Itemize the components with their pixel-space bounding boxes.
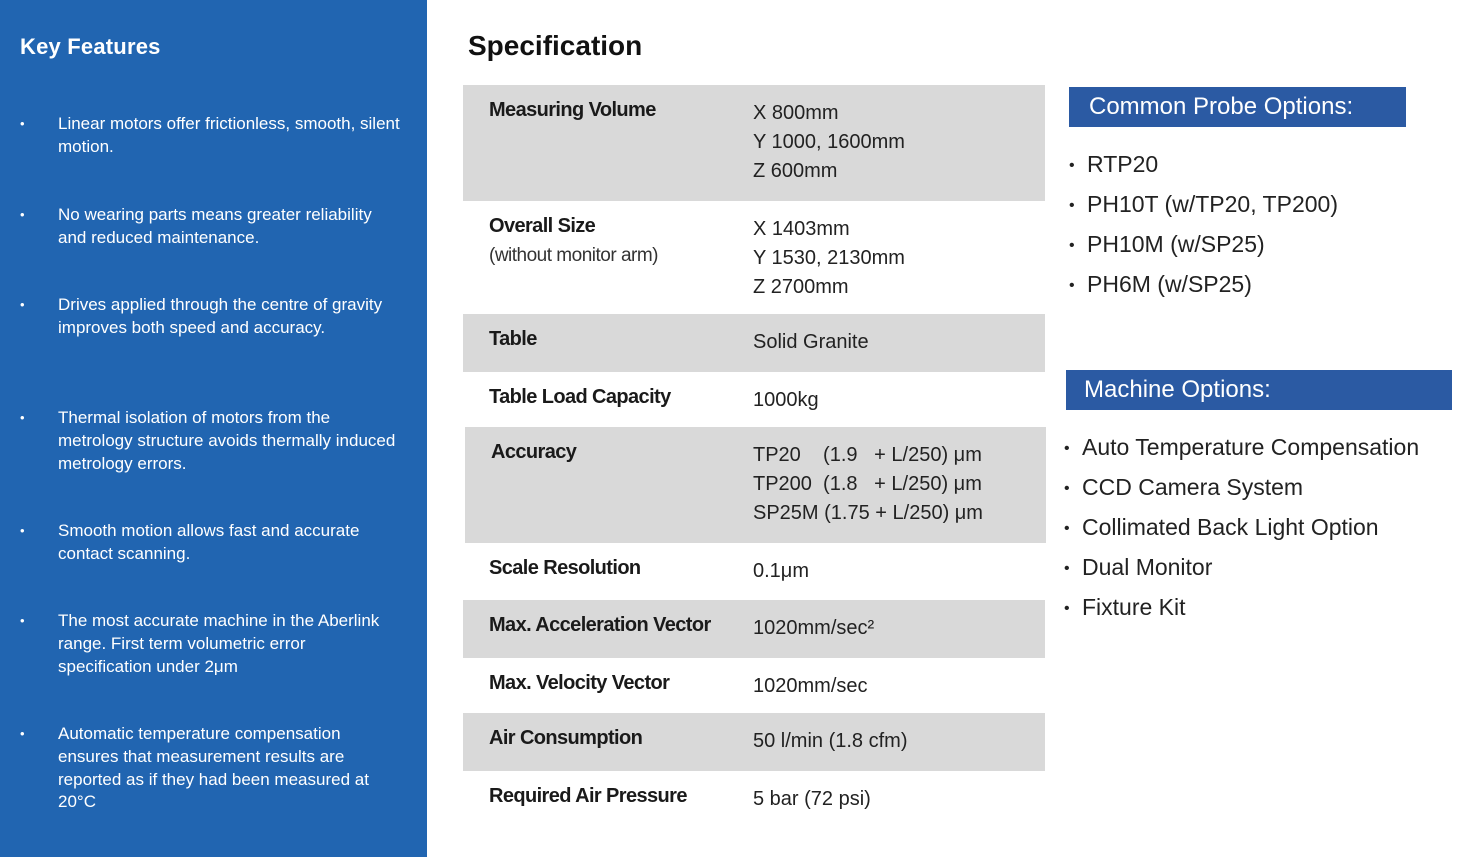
spec-value-line: Y 1000, 1600mm <box>753 131 905 153</box>
probe-options-header: Common Probe Options: <box>1069 87 1406 127</box>
list-item <box>1064 428 1419 468</box>
spec-value-line: X 800mm <box>753 102 839 124</box>
spec-value <box>753 441 983 528</box>
list-item <box>1069 265 1338 305</box>
spec-row-measuring-volume <box>463 85 1045 201</box>
key-features-title: Key Features <box>20 34 161 59</box>
bullet-icon: • <box>1064 600 1070 617</box>
bullet-icon: • <box>20 726 25 741</box>
bullet-icon: • <box>1064 520 1070 537</box>
feature-text: The most accurate machine in the Aberlink range. First term volumetric error specification under 2μm <box>58 611 380 676</box>
spec-label: Required Air Pressure <box>489 785 687 807</box>
machine-option-label: Fixture Kit <box>1082 594 1186 620</box>
spec-value <box>753 386 819 415</box>
spec-value <box>753 99 905 186</box>
bullet-icon: • <box>20 523 25 538</box>
spec-row-scale-resolution <box>463 543 1045 600</box>
machine-option-label: CCD Camera System <box>1082 474 1304 500</box>
bullet-icon: • <box>20 297 25 312</box>
spec-label: Table Load Capacity <box>489 386 671 408</box>
spec-value-line: 1020mm/sec <box>753 675 868 697</box>
spec-row-table-load-capacity <box>463 372 1045 427</box>
spec-label: Scale Resolution <box>489 557 641 579</box>
feature-text: Drives applied through the centre of gravity improves both speed and accuracy. <box>58 295 383 337</box>
list-item <box>1064 588 1419 628</box>
spec-row-table <box>463 314 1045 372</box>
feature-item <box>20 723 400 814</box>
list-item <box>1064 508 1419 548</box>
spec-label: Max. Velocity Vector <box>489 672 670 694</box>
spec-label: Air Consumption <box>489 727 643 749</box>
probe-option-label: PH10M (w/SP25) <box>1087 231 1265 257</box>
feature-text: No wearing parts means greater reliability and reduced maintenance. <box>58 205 372 247</box>
spec-value-line: Solid Granite <box>753 331 869 353</box>
spec-row-max-acceleration <box>463 600 1045 658</box>
probe-option-label: PH6M (w/SP25) <box>1087 271 1252 297</box>
spec-row-max-velocity <box>463 658 1045 713</box>
key-features-panel <box>0 0 427 857</box>
spec-label: Accuracy <box>491 441 577 463</box>
spec-value-line: 1020mm/sec² <box>753 617 875 639</box>
feature-text: Thermal isolation of motors from the metrology structure avoids thermally induced metrology errors. <box>58 408 396 473</box>
bullet-icon: • <box>20 410 25 425</box>
feature-item <box>20 113 400 159</box>
feature-item <box>20 204 400 250</box>
probe-option-label: RTP20 <box>1087 151 1159 177</box>
spec-sublabel: (without monitor arm) <box>489 245 658 266</box>
spec-row-accuracy <box>465 427 1046 543</box>
bullet-icon: • <box>1064 560 1070 577</box>
spec-value-line: SP25M (1.75 + L/250) μm <box>753 502 983 524</box>
spec-label: Table <box>489 328 537 350</box>
machine-option-label: Auto Temperature Compensation <box>1082 434 1420 460</box>
spec-label: Measuring Volume <box>489 99 656 121</box>
list-item <box>1069 185 1338 225</box>
bullet-icon: • <box>1064 480 1070 497</box>
spec-value-line: 50 l/min (1.8 cfm) <box>753 730 908 752</box>
spec-value <box>753 328 869 357</box>
bullet-icon: • <box>20 207 25 222</box>
bullet-icon: • <box>1069 277 1075 294</box>
feature-item <box>20 610 400 678</box>
spec-value <box>753 215 905 302</box>
feature-item <box>20 520 400 566</box>
spec-row-overall-size <box>463 201 1045 314</box>
spec-value <box>753 785 871 814</box>
spec-row-air-consumption <box>463 713 1045 771</box>
feature-text: Linear motors offer frictionless, smooth, silent motion. <box>58 114 400 156</box>
feature-text: Automatic temperature compensation ensures that measurement results are reported as if they had been measured at 20°C <box>58 724 369 812</box>
spec-value <box>753 727 907 756</box>
spec-row-required-air-pressure <box>463 771 1045 829</box>
spec-value-line: TP20 (1.9 + L/250) μm <box>753 444 982 466</box>
spec-value-line: Z 600mm <box>753 160 838 182</box>
feature-item <box>20 407 400 475</box>
spec-value-line: X 1403mm <box>753 218 850 240</box>
spec-value-line: 0.1μm <box>753 560 809 582</box>
spec-value <box>753 614 874 643</box>
bullet-icon: • <box>1069 157 1075 174</box>
machine-options-header: Machine Options: <box>1066 370 1452 410</box>
probe-options-list <box>1069 145 1338 305</box>
spec-value-line: Z 2700mm <box>753 276 849 298</box>
machine-option-label: Dual Monitor <box>1082 554 1213 580</box>
spec-value-line: 5 bar (72 psi) <box>753 788 871 810</box>
list-item <box>1064 548 1419 588</box>
spec-label: Overall Size <box>489 215 596 237</box>
bullet-icon: • <box>1069 237 1075 254</box>
feature-text: Smooth motion allows fast and accurate contact scanning. <box>58 521 360 563</box>
bullet-icon: • <box>20 116 25 131</box>
machine-options-list <box>1064 428 1419 628</box>
spec-value-line: TP200 (1.8 + L/250) μm <box>753 473 982 495</box>
probe-option-label: PH10T (w/TP20, TP200) <box>1087 191 1338 217</box>
feature-item <box>20 294 400 340</box>
bullet-icon: • <box>1064 440 1070 457</box>
list-item <box>1069 145 1338 185</box>
spec-value-line: 1000kg <box>753 389 819 411</box>
bullet-icon: • <box>20 613 25 628</box>
spec-label: Max. Acceleration Vector <box>489 614 711 636</box>
machine-option-label: Collimated Back Light Option <box>1082 514 1379 540</box>
spec-value <box>753 557 809 586</box>
specification-title: Specification <box>468 30 643 61</box>
spec-value-line: Y 1530, 2130mm <box>753 247 905 269</box>
spec-value <box>753 672 868 701</box>
list-item <box>1064 468 1419 508</box>
bullet-icon: • <box>1069 197 1075 214</box>
list-item <box>1069 225 1338 265</box>
